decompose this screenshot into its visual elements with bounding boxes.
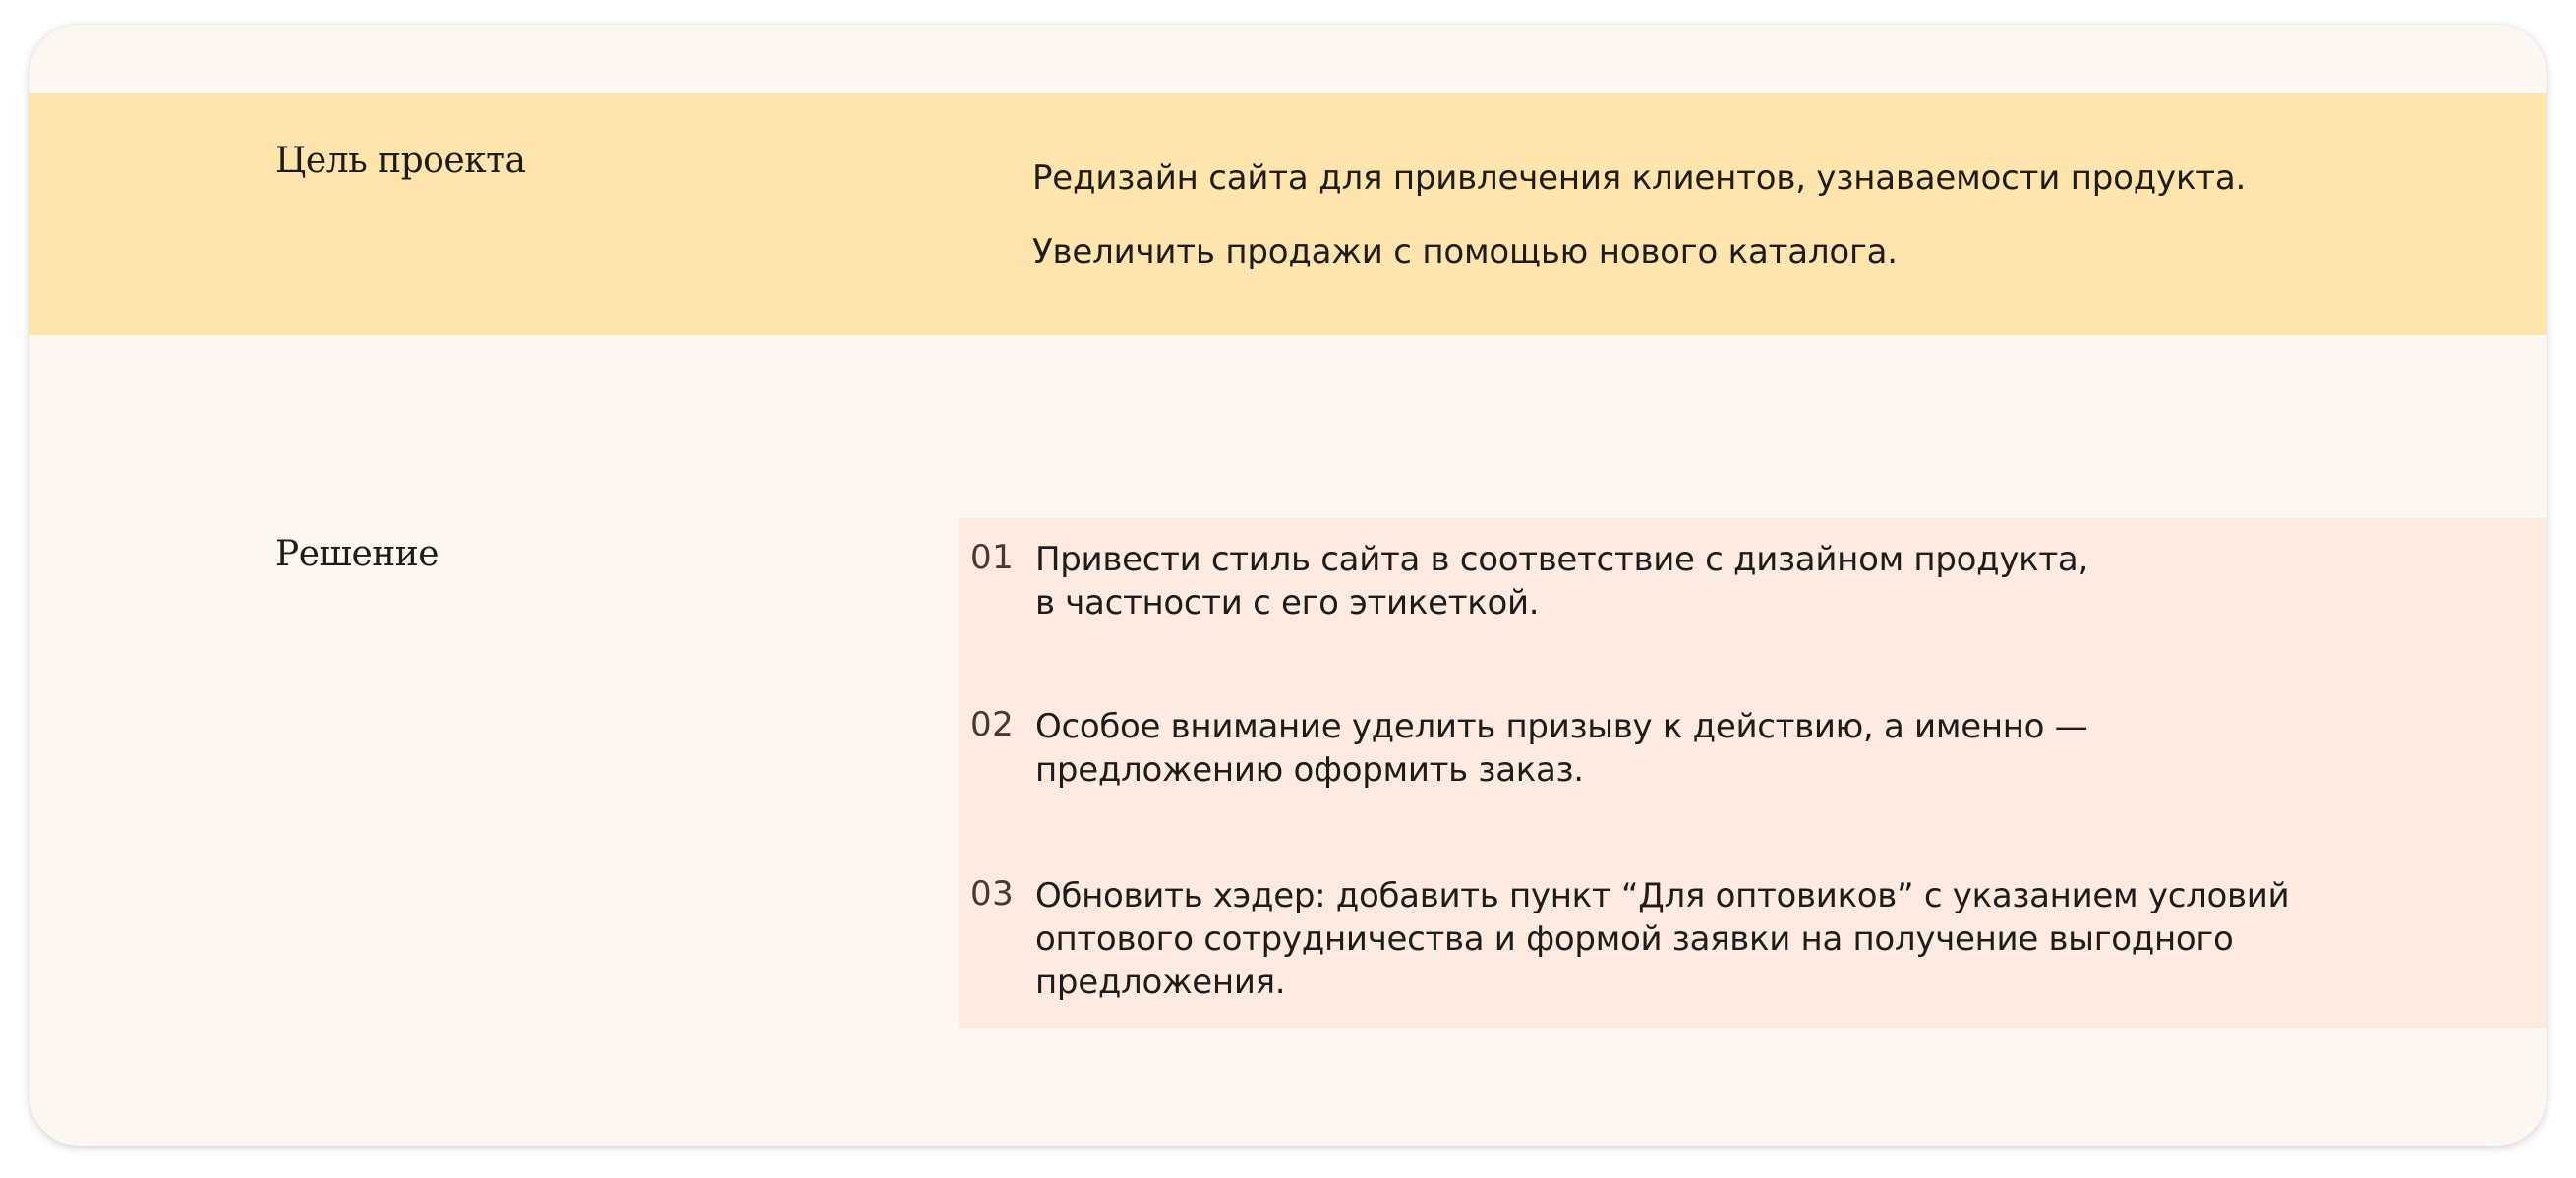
solution-item-line: Обновить хэдер: добавить пункт “Для оптовиков” с указанием условий bbox=[1035, 876, 2290, 915]
goal-band bbox=[29, 93, 2547, 335]
solution-heading: Решение bbox=[275, 534, 439, 574]
solution-item-number: 01 bbox=[970, 538, 1015, 577]
solution-item-text bbox=[1035, 874, 2289, 1004]
solution-item-text bbox=[1035, 705, 2087, 792]
goal-line: Редизайн сайта для привлечения клиентов, узнаваемости продукта. bbox=[1032, 158, 2247, 198]
solution-item-line: Особое внимание уделить призыву к действию, а именно — bbox=[1035, 707, 2088, 746]
solution-list bbox=[959, 518, 2547, 1028]
project-card bbox=[29, 25, 2547, 1146]
solution-item-number: 02 bbox=[970, 705, 1015, 744]
solution-item-number: 03 bbox=[970, 874, 1015, 913]
solution-item-text bbox=[1035, 538, 2088, 624]
solution-item-line: предложению оформить заказ. bbox=[1035, 750, 1584, 790]
goal-heading: Цель проекта bbox=[275, 141, 526, 181]
solution-item-line: Привести стиль сайта в соответствие с дизайном продукта, bbox=[1035, 540, 2088, 579]
goal-line: Увеличить продажи с помощью нового каталога. bbox=[1032, 232, 1898, 271]
solution-item-line: предложения. bbox=[1035, 963, 1286, 1002]
solution-item-line: оптового сотрудничества и формой заявки на получение выгодного bbox=[1035, 919, 2234, 959]
solution-item-line: в частности с его этикеткой. bbox=[1035, 583, 1540, 622]
